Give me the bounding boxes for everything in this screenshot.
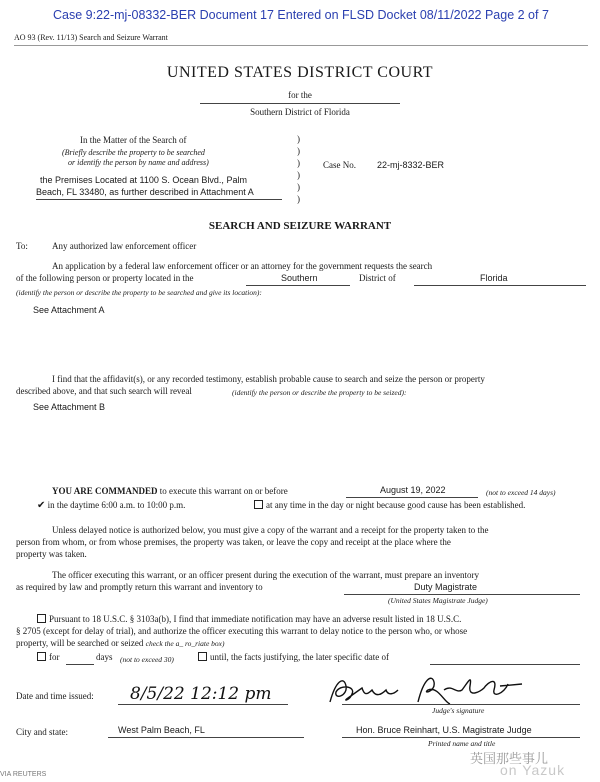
checkbox-icon	[254, 500, 263, 509]
delay-line3-instr: check the a_ ro_riate box)	[145, 639, 225, 648]
form-id: AO 93 (Rev. 11/13) Search and Seizure Warrant	[14, 33, 168, 42]
bracket: )	[297, 170, 300, 180]
checkbox-icon	[198, 652, 207, 661]
court-for: for the	[288, 90, 312, 100]
case-no-value: 22-mj-8332-BER	[377, 160, 445, 170]
attachment-b: See Attachment B	[33, 402, 106, 412]
finding-line1: I find that the affidavit(s), or any recorded testimony, establish probable cause to search and seize the person or property	[52, 374, 485, 384]
photo-credit: VIA REUTERS	[0, 771, 47, 778]
finding-line2: described above, and that such search will reveal	[16, 386, 192, 396]
bracket: )	[297, 158, 300, 168]
city-label: City and state:	[16, 727, 68, 737]
bracket: )	[297, 146, 300, 156]
case-no-label: Case No.	[323, 160, 356, 170]
inventory-line1: The officer executing this warrant, or an officer present during the execution of the warrant, must prepare an inventory	[52, 570, 480, 580]
to-label: To:	[16, 241, 28, 251]
warrant-title: SEARCH AND SEIZURE WARRANT	[208, 220, 392, 232]
notice-line3: property was taken.	[16, 549, 87, 559]
for-label: for	[49, 652, 60, 662]
checkmark-icon: ✔	[37, 500, 46, 511]
attachment-a: See Attachment A	[33, 305, 105, 315]
delay-line1: Pursuant to 18 U.S.C. § 3103a(b), I find that immediate notification may have an adverse result listed in 18 U.S.C.	[49, 614, 462, 624]
anytime-option: at any time in the day or night because good cause has been established.	[266, 500, 526, 510]
judge-caption: (United States Magistrate Judge)	[388, 596, 488, 605]
days-limit: (not to exceed 14 days)	[486, 488, 556, 497]
commanded-text: to execute this warrant on or before	[159, 486, 288, 496]
watermark-sub: on Yazuk	[500, 762, 566, 778]
notice-line1: Unless delayed notice is authorized below, you must give a copy of the warrant and a receipt for the property taken to the	[52, 525, 489, 535]
handwritten-date-time: 8/5/22 12:12 pm	[130, 684, 272, 704]
days-instr: (not to exceed 30)	[120, 655, 174, 664]
watermark: 英国那些事儿	[470, 751, 549, 766]
delay-line2: § 2705 (except for delay of trial), and authorize the officer executing this warrant to delay notice to the person who, or whose	[16, 626, 468, 636]
judge-signature-graphic	[322, 672, 532, 708]
docket-header: Case 9:22-mj-08332-BER Document 17 Entered on FLSD Docket 08/11/2022 Page 2 of 7	[53, 8, 549, 22]
district-label: District of	[359, 273, 396, 283]
matter-instr1: (Briefly describe the property to be searched	[62, 148, 205, 157]
days-label: days	[96, 652, 113, 662]
header-divider	[14, 45, 588, 46]
court-title: UNITED STATES DISTRICT COURT	[166, 64, 434, 81]
issued-label: Date and time issued:	[16, 691, 94, 701]
state-value: Florida	[480, 273, 508, 283]
signature-caption: Judge's signature	[432, 706, 485, 715]
city-value: West Palm Beach, FL	[118, 725, 205, 735]
application-line1: An application by a federal law enforcement officer or an attorney for the government requests the search	[52, 261, 433, 271]
bracket: )	[297, 194, 300, 204]
delay-line3: property, will be searched or seized	[16, 638, 144, 648]
application-instr: (identify the person or describe the property to be searched and give its location):	[16, 288, 262, 297]
notice-line2: person from whom, or from whose premises, the property was taken, or leave the copy and receipt at the place where the	[16, 537, 451, 547]
printed-name-caption: Printed name and title	[428, 739, 496, 748]
to-value: Any authorized law enforcement officer	[52, 241, 197, 251]
application-line2: of the following person or property located in the	[16, 273, 194, 283]
execute-by-date: August 19, 2022	[380, 485, 446, 495]
until-label: until, the facts justifying, the later specific date of	[210, 652, 389, 662]
return-judge: Duty Magistrate	[414, 582, 478, 592]
matter-line1: In the Matter of the Search of	[80, 135, 187, 145]
premises-line1: the Premises Located at 1100 S. Ocean Blvd., Palm	[40, 175, 247, 185]
printed-judge-name: Hon. Bruce Reinhart, U.S. Magistrate Judge	[356, 725, 532, 735]
finding-instr: (identify the person or describe the property to be seized):	[232, 388, 407, 397]
matter-instr2: or identify the person by name and address)	[68, 158, 209, 167]
court-district: Southern District of Florida	[250, 107, 350, 117]
checkbox-icon	[37, 652, 46, 661]
district-value: Southern	[281, 273, 318, 283]
bracket: )	[297, 134, 300, 144]
daytime-option: in the daytime 6:00 a.m. to 10:00 p.m.	[47, 500, 186, 510]
commanded-bold: YOU ARE COMMANDED	[52, 486, 158, 496]
checkbox-icon	[37, 614, 46, 623]
premises-line2: Beach, FL 33480, as further described in Attachment A	[36, 187, 254, 197]
inventory-line2: as required by law and promptly return this warrant and inventory to	[16, 582, 263, 592]
bracket: )	[297, 182, 300, 192]
